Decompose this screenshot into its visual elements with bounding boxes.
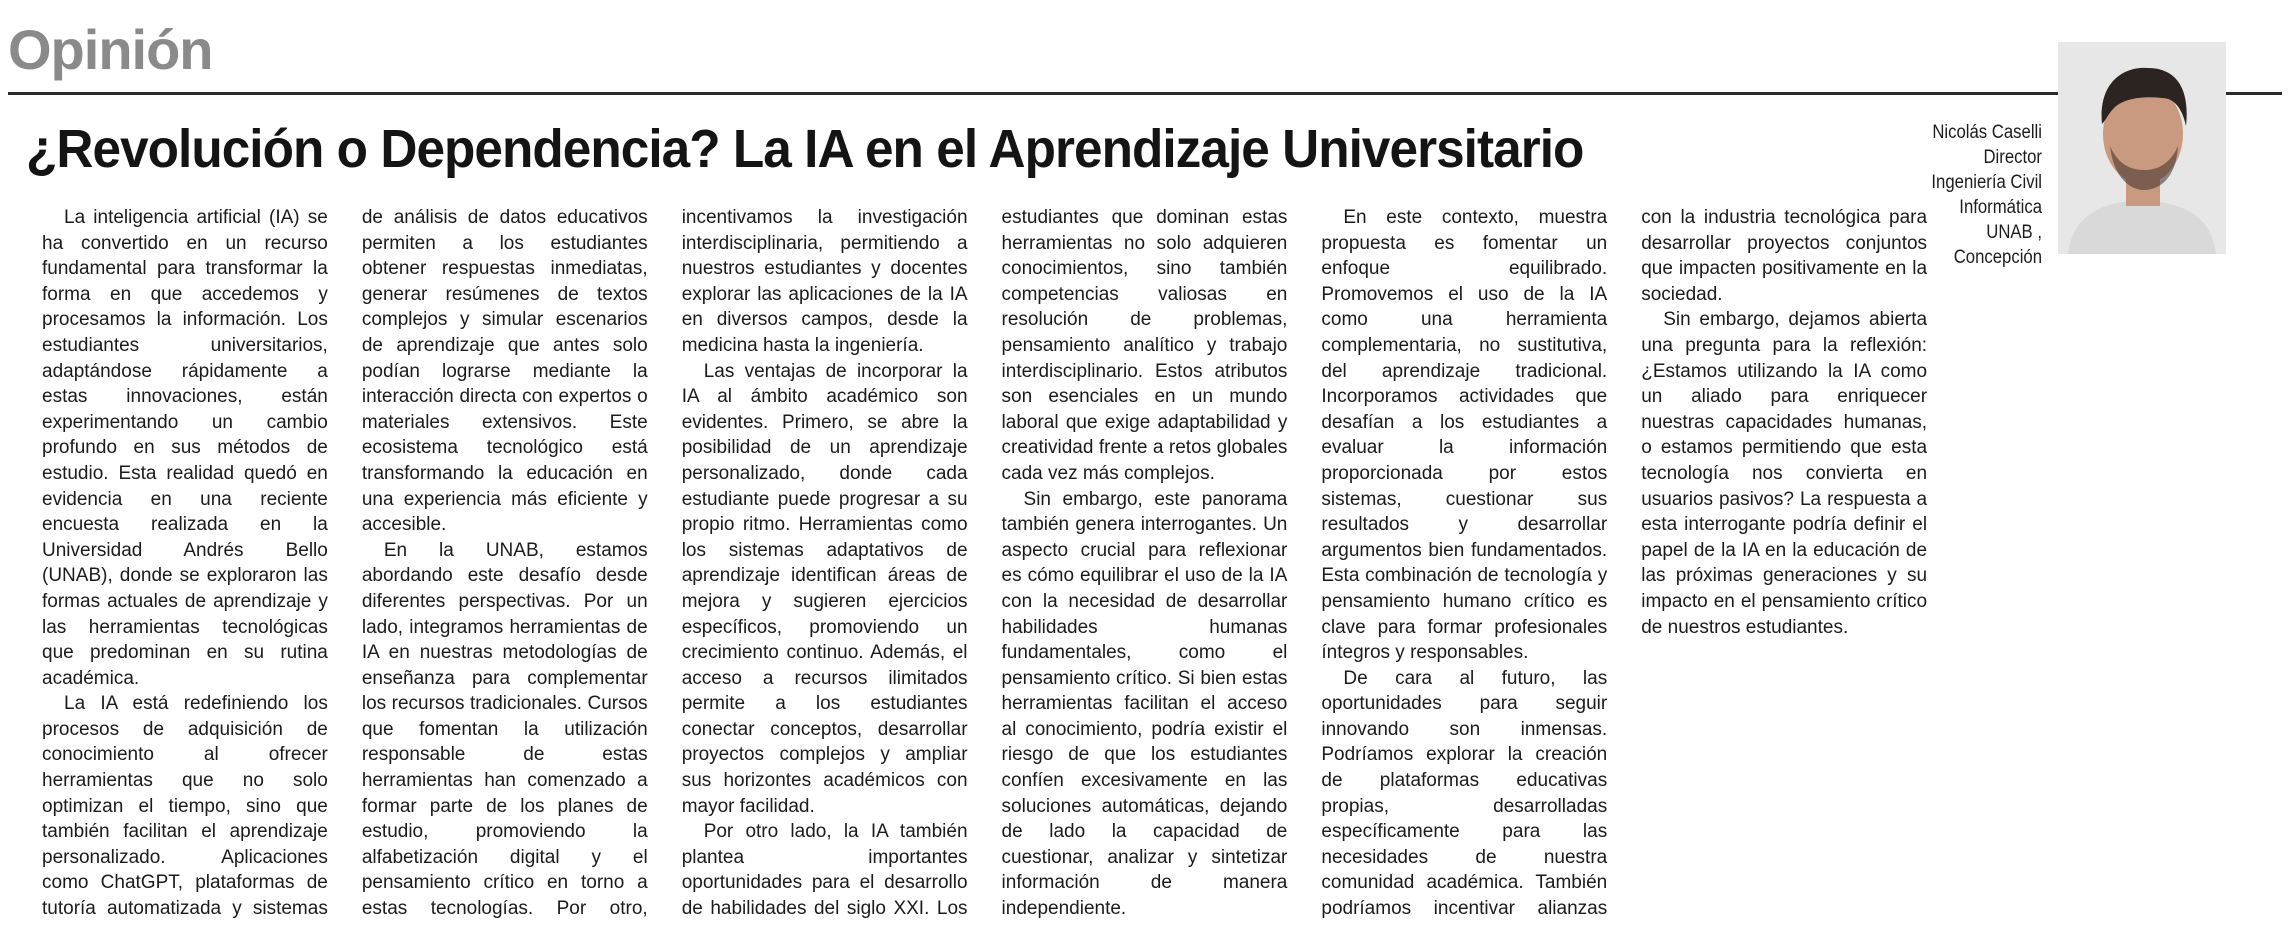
article-headline: ¿Revolución o Dependencia? La IA en el Aprendizaje Universitario	[26, 119, 1584, 179]
section-rule	[8, 92, 2282, 95]
author-institution: UNAB ,	[1986, 222, 2042, 243]
paragraph: Sin embargo, dejamos abierta una pregunta para la reflexión: ¿Estamos utilizando la IA como un aliado para enriquecer nuestras capacidades humanas, o estamos permitiendo que esta tecnología nos convierta en usuarios pasivos? La respuesta a esta interrogante podría definir el papel de la IA en la educación de las próximas generaciones y su impacto en el pensamiento crítico de nuestros estudiantes.	[1641, 309, 1928, 638]
author-name: Nicolás Caselli	[1932, 122, 2042, 143]
paragraph: Por otro lado, la IA también plantea importantes oportunidades para el desarrollo de habilidades del siglo XXI. Los estudiantes que dominan estas herramientas no solo adquieren conocimientos, sino también competencias valiosas en resolución de problemas, pensamiento analítico y trabajo interdisciplinario. Estos atributos son esenciales en un mundo laboral que exige adaptabilidad y creatividad frente a retos globales cada vez más complejos.	[681, 207, 1288, 920]
paragraph: Las ventajas de incorporar la IA al ámbito académico son evidentes. Primero, se abre la posibilidad de un aprendizaje personalizado, donde cada estudiante puede progresar a su propio ritmo. Herramientas como los sistemas adaptativos de aprendizaje identifican áreas de mejora y sugieren ejercicios específicos, promoviendo un crecimiento continuo. Además, el acceso a recursos ilimitados permite a los estudiantes conectar conceptos, desarrollar proyectos complejos y ampliar sus horizontes académicos con mayor facilidad.	[681, 360, 968, 817]
paragraph: La inteligencia artificial (IA) se ha convertido en un recurso fundamental para transformar la forma en que accedemos y procesamos la información. Los estudiantes universitarios, adaptándose rápidamente a estas innovaciones, están experimentando un cambio profundo en sus métodos de estudio. Esta realidad quedó en evidencia en una reciente encuesta realizada en la Universidad Andrés Bello (UNAB), donde se exploraron las formas actuales de aprendizaje y las herramientas tecnológicas que predominan en su rutina académica.	[42, 207, 328, 689]
paragraph: Sin embargo, este panorama también genera interrogantes. Un aspecto crucial para reflexionar es cómo equilibrar el uso de la IA con la necesidad de desarrollar habilidades humanas fundamentales, como el pensamiento crítico. Si bien estas herramientas facilitan el acceso al conocimiento, podría existir el riesgo de que los estudiantes confíen excesivamente en las soluciones automáticas, dejando de lado la capacidad de cuestionar, analizar y sintetizar información de manera independiente.	[1001, 488, 1288, 920]
paragraph: En este contexto, muestra propuesta es fomentar un enfoque equilibrado. Promovemos el uso de la IA como una herramienta complementaria, no sustitutiva, del aprendizaje tradicional. Incorporamos actividades que desafían a los estudiantes a evaluar la información proporcionada por estos sistemas, cuestionar sus resultados y desarrollar argumentos bien fundamentados. Esta combinación de tecnología y pensamiento humano crítico es clave para formar profesionales íntegros y responsables.	[1321, 207, 1608, 664]
author-department: Ingeniería Civil	[1931, 172, 2042, 193]
author-title: Director	[1983, 147, 2042, 168]
author-city: Concepción	[1953, 247, 2042, 268]
paragraph: En la UNAB, estamos abordando este desafío desde diferentes perspectivas. Por un lado, integramos herramientas de IA en nuestras metodologías de enseñanza para complementar los recursos tradicionales. Cursos que fomentan la utilización responsable de estas herramientas han comenzado a formar parte de los planes de estudio, promoviendo la alfabetización digital y el pensamiento crítico en torno a estas tecnologías. Por otro, incentivamos la investigación interdisciplinaria, permitiendo a nuestros estudiantes y docentes explorar las aplicaciones de la IA en diversos campos, desde la medicina hasta la ingeniería.	[361, 207, 968, 920]
article-body	[42, 205, 2247, 935]
author-department-2: Informática	[1959, 197, 2042, 218]
paragraph: De cara al futuro, las oportunidades para seguir innovando son inmensas. Podríamos explorar la creación de plataformas educativas propias, desarrolladas específicamente para las necesidades de nuestra comunidad académica. También podríamos incentivar alianzas con la industria tecnológica para desarrollar proyectos conjuntos que impacten positivamente en la sociedad.	[1321, 207, 1928, 920]
paragraph: La IA está redefiniendo los procesos de adquisición de conocimiento al ofrecer herramientas que no solo optimizan el tiempo, sino que también facilitan el aprendizaje personalizado. Aplicaciones como ChatGPT, plataformas de tutoría automatizada y sistemas de análisis de datos educativos permiten a los estudiantes obtener respuestas inmediatas, generar resúmenes de textos complejos y simular escenarios de aprendizaje que antes solo podían lograrse mediante la interacción directa con expertos o materiales extensivos. Este ecosistema tecnológico está transformando la educación en una experiencia más eficiente y accesible.	[42, 207, 648, 920]
section-label: Opinión	[8, 18, 213, 81]
